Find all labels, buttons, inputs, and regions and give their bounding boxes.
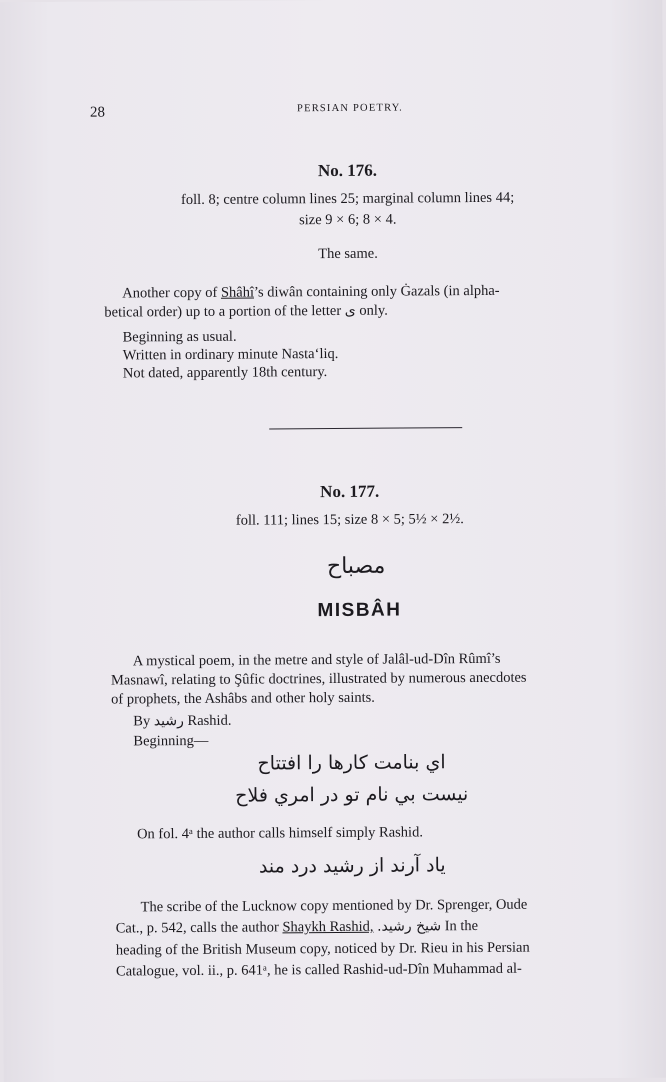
beginning-label: Beginning—	[133, 732, 209, 750]
text-span: In the	[444, 917, 479, 935]
author-name: Shaykh Rashid,	[282, 918, 374, 936]
scribe-line3: heading of the British Museum copy, noticed by Dr. Rieu in his Persian	[115, 939, 530, 959]
entry-176-specs-line1: foll. 8; centre column lines 25; marginal column lines 44;	[180, 189, 515, 209]
description-line2: Masnawî, relating to Şûfic doctrines, illustrated by numerous anecdotes	[110, 669, 527, 689]
running-title: PERSIAN POETRY.	[296, 102, 403, 115]
text-span: By	[133, 713, 154, 730]
author-arabic: رشید	[153, 713, 184, 730]
section-divider	[269, 427, 462, 429]
verse-line3: ياد آرند از رشید درد مند	[258, 854, 446, 878]
text-span: betical order) up to a portion of the letter	[104, 302, 345, 321]
author-arabic: شیخ رشید.	[377, 918, 442, 935]
entry-176-beginning: Beginning as usual.	[122, 328, 237, 346]
verse-line2: نيست بي نام تو در امري فلاح	[235, 783, 469, 807]
entry-176-script: Written in ordinary minute Nasta‘liq.	[122, 345, 339, 364]
description-line3: of prophets, the Ashâbs and other holy saints.	[111, 689, 375, 708]
description-line1: A mystical poem, in the metre and style of Jalâl-ud-Dîn Rûmî’s	[132, 650, 501, 670]
verse-line1: اي بنامت كارها را افتتاح	[257, 751, 446, 775]
entry-176-date: Not dated, apparently 18th century.	[122, 364, 328, 382]
on-fol-note: On fol. 4ᵃ the author calls himself simply Rashid.	[136, 824, 423, 843]
arabic-title: مصباح	[326, 553, 386, 580]
entry-176-para-line1	[122, 283, 499, 303]
text-span: Another copy of	[122, 284, 221, 302]
text-span: ’s diwân containing only Ġazals (in alpha-	[253, 282, 500, 301]
author-name: Rashid.	[187, 712, 232, 730]
text-span: Cat., p. 542, calls the author	[115, 919, 283, 937]
entry-176-number: No. 176.	[317, 160, 378, 181]
entry-176-para-line2	[104, 303, 388, 322]
author-name: Shâhî	[220, 284, 255, 301]
arabic-letter: ی	[344, 302, 356, 319]
entry-177-number: No. 177.	[320, 481, 380, 502]
text-span: only.	[355, 302, 388, 319]
entry-177-specs: foll. 111; lines 15; size 8 × 5; 5½ × 2½.	[235, 511, 464, 529]
scribe-line4: Catalogue, vol. ii., p. 641ᵃ, he is called Rashid-ud-Dîn Muhammad al-	[115, 960, 522, 980]
page-number: 28	[89, 104, 106, 121]
entry-176-same: The same.	[318, 245, 378, 263]
scribe-line2	[116, 918, 479, 938]
author-line	[133, 713, 231, 731]
entry-176-specs-line2: size 9 × 6; 8 × 4.	[299, 211, 397, 229]
work-title: MISBÂH	[317, 599, 402, 622]
scribe-line1: The scribe of the Lucknow copy mentioned by Dr. Sprenger, Oude	[140, 896, 528, 916]
